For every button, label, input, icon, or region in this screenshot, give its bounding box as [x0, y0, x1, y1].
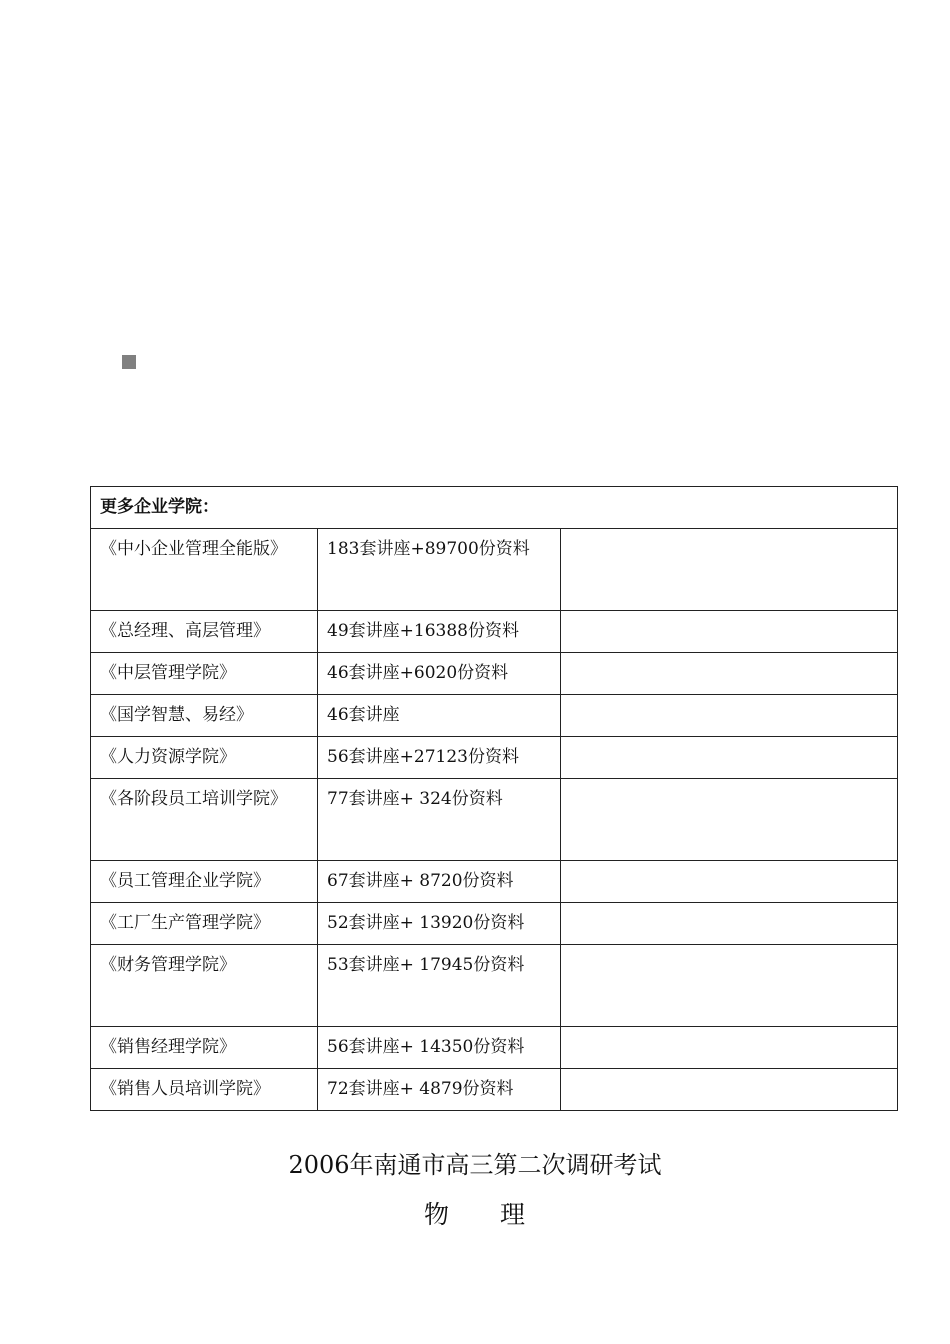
course-detail: 52套讲座+ 13920份资料	[318, 903, 561, 945]
table-row	[91, 861, 898, 903]
course-name: 《财务管理学院》	[91, 945, 318, 1027]
subject-char-wu: 物	[423, 1200, 450, 1229]
course-name: 《总经理、高层管理》	[91, 611, 318, 653]
subject-char-li: 理	[500, 1200, 527, 1229]
course-detail: 49套讲座+16388份资料	[318, 611, 561, 653]
course-extra	[561, 945, 898, 1027]
table-row	[91, 1027, 898, 1069]
course-extra	[561, 529, 898, 611]
course-detail: 72套讲座+ 4879份资料	[318, 1069, 561, 1111]
course-name: 《人力资源学院》	[91, 737, 318, 779]
course-name: 《销售经理学院》	[91, 1027, 318, 1069]
course-extra	[561, 779, 898, 861]
course-extra	[561, 903, 898, 945]
enterprise-academy-table	[90, 486, 898, 1111]
table-row	[91, 611, 898, 653]
course-detail: 183套讲座+89700份资料	[318, 529, 561, 611]
course-detail: 53套讲座+ 17945份资料	[318, 945, 561, 1027]
table-row	[91, 945, 898, 1027]
course-name: 《工厂生产管理学院》	[91, 903, 318, 945]
course-detail: 56套讲座+ 14350份资料	[318, 1027, 561, 1069]
table-row	[91, 695, 898, 737]
course-name: 《销售人员培训学院》	[91, 1069, 318, 1111]
course-extra	[561, 737, 898, 779]
gray-square-marker	[122, 355, 136, 369]
course-extra	[561, 611, 898, 653]
course-name: 《中小企业管理全能版》	[91, 529, 318, 611]
course-detail: 46套讲座+6020份资料	[318, 653, 561, 695]
course-detail: 56套讲座+27123份资料	[318, 737, 561, 779]
table-row	[91, 779, 898, 861]
table-header-row	[91, 487, 898, 529]
course-extra	[561, 695, 898, 737]
course-extra	[561, 653, 898, 695]
exam-subject	[0, 1198, 950, 1232]
course-detail: 67套讲座+ 8720份资料	[318, 861, 561, 903]
course-detail: 46套讲座	[318, 695, 561, 737]
table-row	[91, 529, 898, 611]
table-row	[91, 1069, 898, 1111]
course-name: 《各阶段员工培训学院》	[91, 779, 318, 861]
table-row	[91, 737, 898, 779]
course-name: 《中层管理学院》	[91, 653, 318, 695]
exam-title: 2006年南通市高三第二次调研考试	[288, 1151, 662, 1179]
table-header-cell: 更多企业学院：	[91, 487, 898, 529]
table-row	[91, 653, 898, 695]
course-extra	[561, 1069, 898, 1111]
course-name: 《国学智慧、易经》	[91, 695, 318, 737]
course-extra	[561, 861, 898, 903]
course-detail: 77套讲座+ 324份资料	[318, 779, 561, 861]
table-row	[91, 903, 898, 945]
course-name: 《员工管理企业学院》	[91, 861, 318, 903]
course-extra	[561, 1027, 898, 1069]
